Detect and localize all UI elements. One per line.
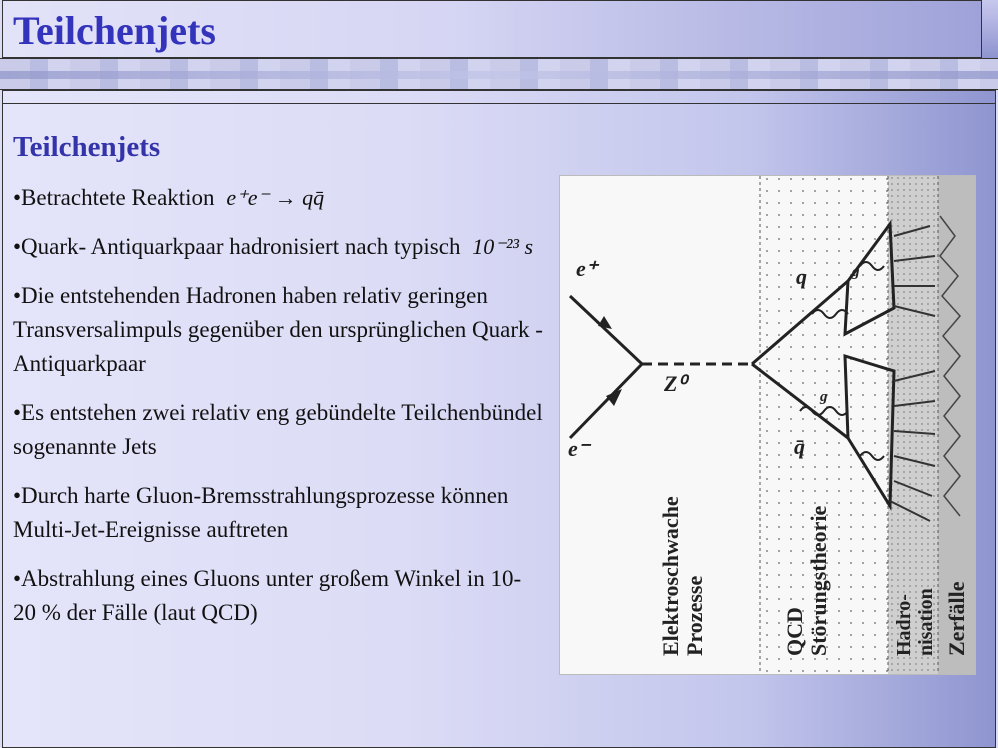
title-bar — [2, 0, 982, 58]
e-plus-label: e⁺ — [576, 256, 598, 281]
time-formula: 10⁻²³ s — [472, 234, 534, 259]
svg-text:Störungstheorie: Störungstheorie — [806, 505, 831, 656]
decorative-strip — [0, 58, 998, 90]
bullet-multijet: •Durch harte Gluon-Bremsstrahlungsprozesse können Multi-Jet-Ereignisse auftreten — [13, 483, 509, 542]
bullet-list — [13, 181, 543, 645]
svg-text:Zerfälle: Zerfälle — [944, 581, 969, 656]
region-label-decays — [944, 581, 969, 656]
bullet-jets: •Es entstehen zwei relativ eng gebündelte Teilchenbündel sogenannte Jets — [13, 400, 543, 459]
bullet-gluon: •Abstrahlung eines Gluons unter großem Winkel in 10-20 % der Fälle (laut QCD) — [13, 566, 522, 625]
svg-text:Elektroschwache: Elektroschwache — [658, 496, 683, 656]
svg-text:Hadro-: Hadro- — [893, 594, 915, 656]
bullet-hadronization: •Quark- Antiquarkpaar hadronisiert nach typisch 10⁻²³ s — [13, 234, 534, 259]
bullet-reaction: •Betrachtete Reaktion e⁺e⁻ → qq̄ — [13, 185, 325, 210]
slide-title: Teilchenjets — [13, 8, 216, 53]
svg-text:QCD: QCD — [782, 607, 807, 656]
gluon-label: g — [820, 389, 828, 405]
region-label-electroweak — [658, 496, 707, 656]
e-minus-label: e⁻ — [568, 436, 590, 461]
title-bar-edge — [982, 0, 998, 58]
divider — [3, 103, 995, 104]
e-minus-line — [570, 364, 642, 438]
gluon-label: g — [852, 264, 860, 280]
z0-label: Z⁰ — [664, 371, 687, 396]
quark-label: q — [796, 264, 807, 289]
e-plus-line — [570, 296, 642, 364]
svg-text:Prozesse: Prozesse — [682, 575, 707, 656]
jet-diagram — [559, 175, 976, 675]
svg-text:nisation: nisation — [915, 588, 937, 656]
reaction-formula: e⁺e⁻ → qq̄ — [226, 185, 325, 210]
content-heading: Teilchenjets — [13, 131, 161, 163]
jet-diagram-svg — [560, 176, 975, 674]
region-label-hadronisation — [893, 588, 937, 656]
bullet-transverse: •Die entstehenden Hadronen haben relativ geringen Transversalimpuls gegenüber den ursprünglichen Quark - Antiquarkpaar — [13, 283, 543, 376]
antiquark-label: q̄ — [794, 434, 805, 459]
content-panel — [2, 90, 996, 748]
